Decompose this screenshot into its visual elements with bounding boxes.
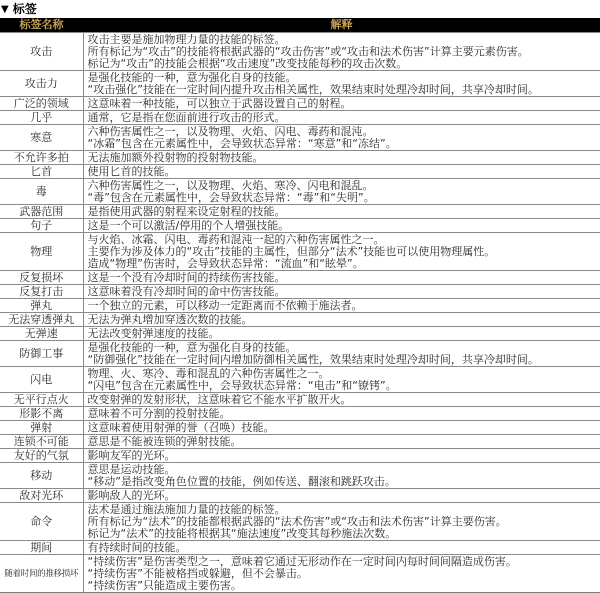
tag-name: 连锁不可能 [13,435,69,448]
tag-name: 形影不离 [19,407,64,420]
tag-desc-cell [83,219,600,233]
tag-desc-cell [83,205,600,219]
tag-name: 弹射 [30,421,53,434]
tag-name: 武器范围 [19,205,64,218]
desc-line: “闪电”包含在元素属性中，会导致状态异常：“电击”和“镣铐”。 [87,380,397,392]
tag-name: 寒意 [30,131,53,144]
desc-line: 法术是通过施法施加力量的技能的标签。 [87,504,286,516]
desc-line: 标记为“攻击”的技能会根据“攻击速度”改变技能每秒的攻击次数。 [87,58,408,70]
table-row [0,555,600,593]
desc-line: 标记为“法术”的技能将根据其“施法速度”改变其每秒施法次数。 [87,528,397,540]
desc-line: 所有标记为“法术”的技能都根据武器的“法术伤害”或“攻击和法术伤害”计算主要伤害。 [87,516,507,528]
desc-line: 改变射弹的发射形状，这意味着它不能水平扩散开火。 [87,394,352,406]
tag-desc-cell [83,463,600,489]
desc-line: 是强化技能的一种，意为强化自身的技能。 [87,72,297,84]
table-row [0,313,600,327]
tag-name: 匕首 [30,165,53,178]
desc-line: 六种伤害属性之一，以及物理、火焰、闪电、毒药和混沌。 [87,126,374,138]
desc-line: 与火焰、冰霜、闪电、毒药和混沌一起的六种伤害属性之一。 [87,234,385,246]
desc-line: 攻击主要是施加物理力量的技能的标签。 [87,34,286,46]
tag-desc-cell [83,179,600,205]
tag-name: 敌对光环 [19,489,64,502]
tag-name-cell [0,313,83,327]
table-row [0,111,600,125]
desc-line: “持续伤害”只能造成主要伤害。 [87,580,242,592]
tag-desc-cell [83,393,600,407]
tag-name: 无法穿透弹丸 [8,313,75,326]
tag-name: 几乎 [30,111,53,124]
desc-line: 无法为弹丸增加穿透次数的技能。 [87,314,253,326]
tag-name: 句子 [30,219,53,232]
table-row [0,327,600,341]
desc-line: 影响友军的光环。 [87,450,176,462]
tag-table [0,18,600,593]
header-explanation: 解释 [83,18,600,33]
tag-name: 攻击 [30,45,53,58]
table-row [0,541,600,555]
table-row [0,97,600,111]
tag-desc-cell [83,97,600,111]
table-row [0,299,600,313]
header-tag-name: 标签名称 [0,18,83,33]
section-title: 标签 [12,2,37,16]
tag-name-cell [0,449,83,463]
desc-line: 所有标记为“攻击”的技能将根据武器的“攻击伤害”或“攻击和法术伤害”计算主要元素伤害。 [87,46,529,58]
tag-name: 友好的气氛 [13,449,69,462]
tag-name-cell [0,165,83,179]
tag-name: 无弹速 [24,327,58,340]
table-row [0,151,600,165]
tag-name-cell [0,555,83,593]
desc-line: “防御强化”技能在一定时间内增加防御相关属性，效果结束时处理冷却时间，共享冷却时间。 [87,354,539,366]
tag-desc-cell [83,151,600,165]
desc-line: 这意味着使用射弹的誉（召唤）技能。 [87,422,275,434]
table-row [0,435,600,449]
tag-name-cell [0,541,83,555]
tag-desc-cell [83,503,600,541]
tag-name: 期间 [30,541,53,554]
tag-name: 移动 [30,469,53,482]
tag-name: 反复打击 [19,285,64,298]
table-row [0,407,600,421]
table-row [0,165,600,179]
tag-name-cell [0,179,83,205]
table-row [0,393,600,407]
tag-name: 随着时间的推移损坏 [4,569,79,579]
tag-name: 无平行点火 [13,393,69,406]
desc-line: “毒”包含在元素属性中，会导致状态异常：“毒”和“失明”。 [87,192,375,204]
tag-desc-cell [83,271,600,285]
tag-table-body [0,33,600,593]
tag-name: 反复损坏 [19,271,64,284]
tag-name-cell [0,285,83,299]
tag-name-cell [0,271,83,285]
tag-name-cell [0,97,83,111]
desc-line: 意思是不能被连锁的弹射技能。 [87,436,242,448]
desc-line: 意思是运动技能。 [87,464,176,476]
table-row [0,125,600,151]
table-row [0,205,600,219]
tag-name: 闪电 [30,373,53,386]
desc-line: 这意味着没有冷却时间的命中伤害技能。 [87,286,286,298]
tag-desc-cell [83,111,600,125]
tag-name: 命令 [30,515,53,528]
table-row [0,179,600,205]
desc-line: 有持续时间的技能。 [87,542,187,554]
tag-name: 毒 [35,185,47,198]
table-row [0,367,600,393]
tag-name-cell [0,367,83,393]
tag-name-cell [0,125,83,151]
tag-desc-cell [83,71,600,97]
tag-desc-cell [83,407,600,421]
tag-name: 弹丸 [30,299,53,312]
table-row [0,341,600,367]
tag-desc-cell [83,299,600,313]
tag-name-cell [0,407,83,421]
tag-desc-cell [83,233,600,271]
tag-name-cell [0,489,83,503]
tag-name-cell [0,421,83,435]
tag-desc-cell [83,541,600,555]
table-row [0,271,600,285]
tag-desc-cell [83,489,600,503]
desc-line: 主要作为涉及体力的“攻击”技能的主属性，但部分“法术”技能也可以使用物理属性。 [87,246,496,258]
tag-desc-cell [83,285,600,299]
desc-line: 这意味着一种技能，可以独立于武器设置自己的射程。 [87,98,352,110]
tag-desc-cell [83,449,600,463]
tag-name-cell [0,299,83,313]
table-row [0,285,600,299]
collapse-triangle-icon: ▼ [1,3,9,15]
tag-desc-cell [83,165,600,179]
desc-line: 使用匕首的技能。 [87,166,176,178]
tag-name: 物理 [30,245,53,258]
desc-line: 这是一个可以激活/停用的个人增强技能。 [87,220,290,232]
tag-name-cell [0,151,83,165]
desc-line: 是指使用武器的射程来设定射程的技能。 [87,206,286,218]
desc-line: 影响敌人的光环。 [87,490,176,502]
tag-name-cell [0,71,83,97]
tag-name: 攻击力 [24,77,58,90]
desc-line: “持续伤害”不能被格挡或躲避，但不会暴击。 [87,568,308,580]
desc-line: 通常，它是指在您面前进行攻击的形式。 [87,112,286,124]
table-row [0,233,600,271]
tag-desc-cell [83,555,600,593]
table-row [0,489,600,503]
desc-line: 六种伤害属性之一，以及物理、火焰、寒冷、闪电和混乱。 [87,180,374,192]
desc-line: “冰霜”包含在元素属性中，会导致状态异常：“寒意”和“冻结”。 [87,138,397,150]
desc-line: “攻击强化”技能在一定时间内提升攻击相关属性，效果结束时处理冷却时间，共享冷却时间。 [87,84,539,96]
tag-name-cell [0,503,83,541]
table-row [0,503,600,541]
table-row [0,463,600,489]
tag-name-cell [0,205,83,219]
tag-name-cell [0,341,83,367]
tag-desc-cell [83,125,600,151]
tag-name-cell [0,463,83,489]
table-row [0,421,600,435]
desc-line: 意味着不可分割的投射技能。 [87,408,231,420]
table-row [0,33,600,71]
desc-line: 一个独立的元素，可以移动一定距离而不依赖于施法者。 [87,300,363,312]
desc-line: 无法施加额外投射物的投射物技能。 [87,152,264,164]
tag-name-cell [0,233,83,271]
tag-name-cell [0,435,83,449]
desc-line: “移动”是指改变角色位置的技能，例如传送、翻滚和跳跃攻击。 [87,476,396,488]
tag-desc-cell [83,435,600,449]
tag-name-cell [0,33,83,71]
tag-name-cell [0,393,83,407]
tag-desc-cell [83,421,600,435]
tag-name: 广泛的领域 [13,97,69,110]
tag-desc-cell [83,33,600,71]
tag-desc-cell [83,327,600,341]
desc-line: 物理、火、寒冷、毒和混乱的六种伤害属性之一。 [87,368,330,380]
desc-line: 造成“物理”伤害时，会导致状态异常：“流血”和“眩晕”。 [87,258,364,270]
tag-desc-cell [83,313,600,327]
tag-section-toggle[interactable] [0,0,600,18]
tag-desc-cell [83,367,600,393]
tag-name-cell [0,327,83,341]
desc-line: 这是一个没有冷却时间的持续伤害技能。 [87,272,286,284]
tag-name: 防御工事 [19,347,64,360]
tag-name-cell [0,219,83,233]
tag-name-cell [0,111,83,125]
table-row [0,449,600,463]
tag-desc-cell [83,341,600,367]
table-row [0,71,600,97]
tag-name: 不允许多拍 [13,151,69,164]
table-row [0,219,600,233]
desc-line: 无法改变射弹速度的技能。 [87,328,220,340]
desc-line: “持续伤害”是伤害类型之一，意味着它通过无形动作在一定时间内每时间间隔造成伤害。 [87,556,517,568]
desc-line: 是强化技能的一种，意为强化自身的技能。 [87,342,297,354]
table-header-row [0,18,600,33]
